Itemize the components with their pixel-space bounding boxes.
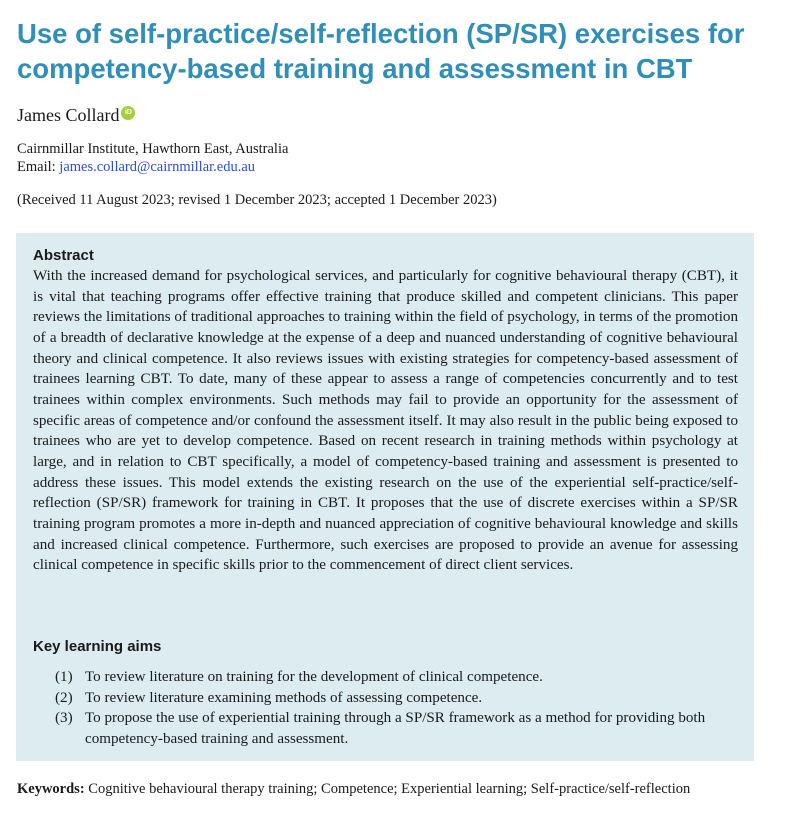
email-line — [17, 158, 255, 176]
abstract-text: With the increased demand for psychological services, and particularly for cognitive behavioural therapy (CBT), it is vital that teaching programs offer effective training that produce skilled and competent clinicians. This paper reviews the limitations of traditional approaches to training within the field of psychology, in terms of the promotion of a breadth of declarative knowledge at the expense of a deep and nuanced understanding of cognitive behavioural theory and clinical competence. It also reviews issues with existing strategies for competency-based assessment of trainees learning CBT. To date, many of these appear to assess a range of competencies concurrently and to test trainees within complex environments. Such methods may fail to provide an opportunity for the assessment of specific areas of competence and/or confound the assessment itself. It may also result in the public being exposed to trainees who are yet to develop competence. Based on recent research in training methods within psychology at large, and in relation to CBT specifically, a model of competency-based training and assessment is presented to address these issues. This model extends the existing research on the use of the experiential self-practice/self-reflection (SP/SR) framework for training in CBT. It proposes that the use of discrete exercises within a SP/SR training program promotes a more in-depth and nuanced appreciation of cognitive behavioural knowledge and skills and increased clinical competence. Furthermore, such exercises are proposed to provide an avenue for assessing clinical competence in specific skills prior to the commencement of direct client services. — [33, 268, 738, 574]
orcid-icon[interactable]: iD — [121, 106, 135, 120]
keywords-line — [17, 780, 690, 798]
aim-number: (3) — [55, 710, 73, 727]
author-name[interactable]: James Collard — [17, 105, 120, 125]
abstract-box — [16, 233, 754, 761]
affiliation: Cairnmillar Institute, Hawthorn East, Australia — [17, 141, 289, 157]
aims-heading: Key learning aims — [33, 638, 162, 655]
received-dates: (Received 11 August 2023; revised 1 December 2023; accepted 1 December 2023) — [17, 192, 497, 208]
aim-item — [55, 708, 745, 749]
aim-item — [55, 688, 745, 709]
email-label: Email: — [17, 159, 56, 175]
article-title: Use of self-practice/self-reflection (SP/SR) exercises for competency-based training and assessment in CBT — [17, 18, 745, 84]
keywords-label: Keywords: — [17, 781, 85, 797]
aim-number: (2) — [55, 689, 73, 706]
aim-item — [55, 667, 745, 688]
aim-text: To review literature on training for the development of clinical competence. — [85, 669, 543, 685]
aim-text: To review literature examining methods of assessing competence. — [85, 689, 483, 706]
aim-number: (1) — [55, 669, 73, 685]
keywords-text: Cognitive behavioural therapy training; Competence; Experiential learning; Self-practice/self-reflection — [88, 781, 691, 797]
aim-text: To propose the use of experiential training through a SP/SR framework as a method for providing both competency-based training and assessment. — [85, 710, 706, 747]
aims-list — [55, 667, 745, 750]
abstract-heading: Abstract — [33, 247, 94, 264]
author-line — [17, 104, 135, 126]
email-link[interactable]: james.collard@cairnmillar.edu.au — [59, 159, 256, 175]
